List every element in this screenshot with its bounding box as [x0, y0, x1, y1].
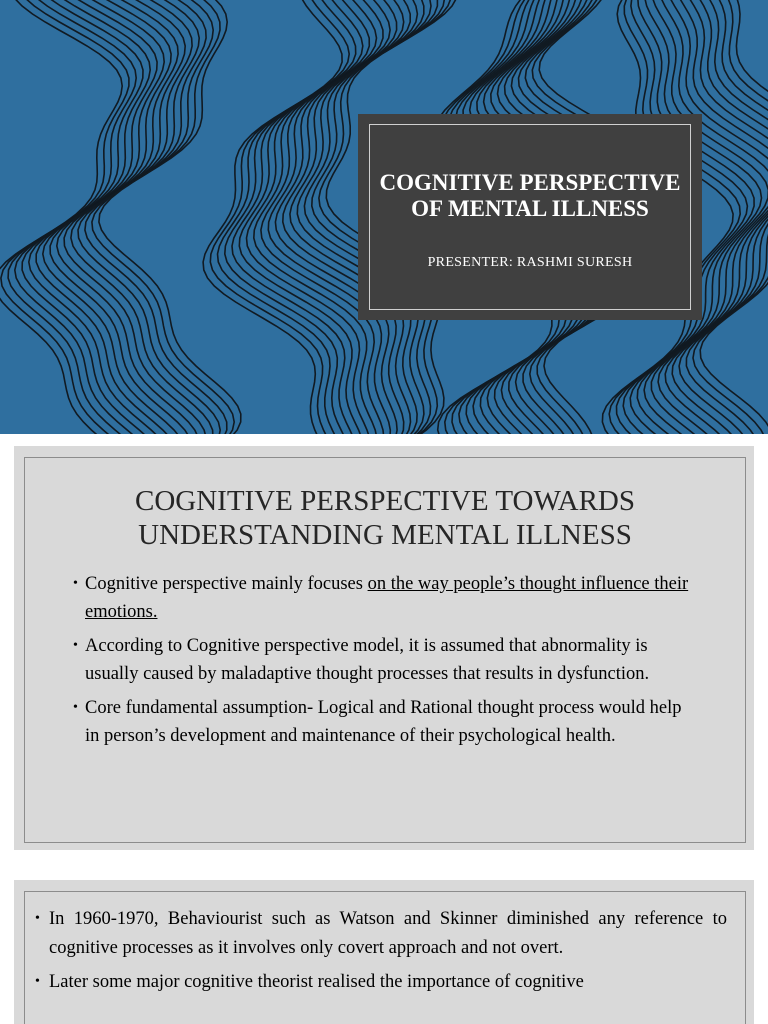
bullet-list: [73, 570, 698, 756]
slide-gap: [0, 434, 768, 442]
slide-title: COGNITIVE PERSPECTIVE OF MENTAL ILLNESS: [379, 170, 681, 221]
bullet-text: Core fundamental assumption- Logical and Rational thought process would help in person’s development and maintenance of their psychological health.: [85, 698, 682, 746]
content-slide-2: [14, 880, 754, 1024]
bullet-item: [73, 570, 698, 626]
bullet-item: [73, 694, 698, 750]
slide-heading: COGNITIVE PERSPECTIVE TOWARDS UNDERSTANDING MENTAL ILLNESS: [134, 485, 635, 551]
bullet-text: Cognitive perspective mainly focuses: [85, 574, 368, 594]
content-slide-1: [14, 446, 754, 850]
presenter-label: PRESENTER: RASHMI SURESH: [427, 255, 633, 270]
content-slide-2-frame: [24, 891, 746, 1024]
title-slide: [0, 0, 768, 434]
title-box: [358, 114, 702, 320]
content-slide-1-frame: [24, 457, 746, 843]
bullet-text: According to Cognitive perspective model, it is assumed that abnormality is usually caused by maladaptive thought processes that results in dysfunction.: [85, 636, 650, 684]
title-box-frame: [369, 124, 691, 310]
bullet-text: In 1960-1970, Behaviourist such as Watson and Skinner diminished any reference to cognitive processes as it involves only covert approach and not overt.: [49, 909, 727, 958]
bullet-item: [35, 905, 727, 962]
bullet-text: Later some major cognitive theorist realised the importance of cognitive: [49, 972, 584, 992]
bullet-underlined-text: on the way people’s thought influence their emotions.: [85, 574, 689, 622]
bullet-item: [73, 632, 698, 688]
bullet-list: [35, 905, 727, 1003]
bullet-item: [35, 968, 727, 997]
